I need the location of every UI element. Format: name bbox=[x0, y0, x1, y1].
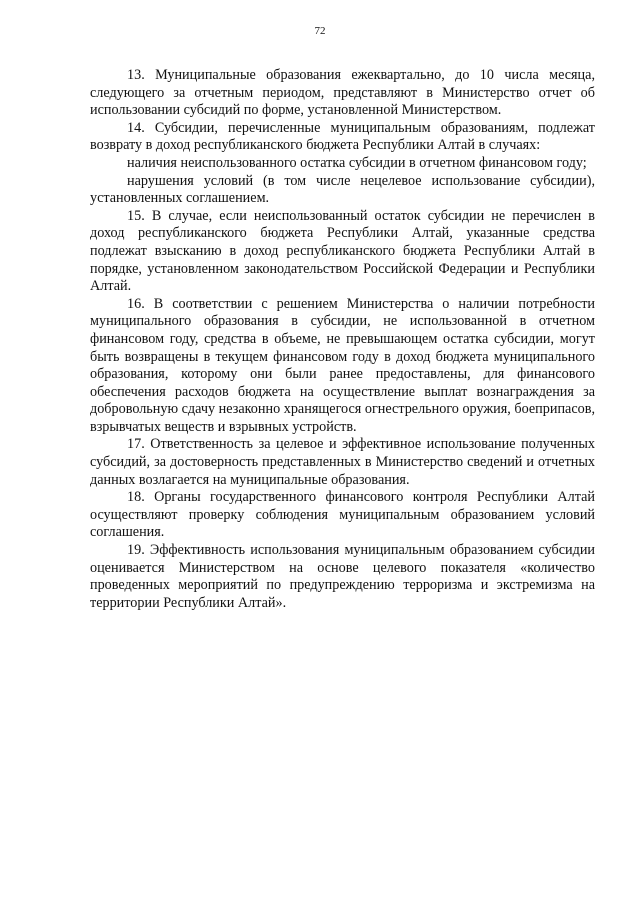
paragraph-14: 14. Субсидии, перечисленные муниципальным образованиям, подлежат возврату в доход республиканского бюджета Республики Алтай в случаях: bbox=[90, 119, 595, 154]
paragraph-14-case-2: нарушения условий (в том числе нецелевое использование субсидии), установленных соглашением. bbox=[90, 172, 595, 207]
paragraph-17: 17. Ответственность за целевое и эффективное использование полученных субсидий, за достоверность представленных в Министерство сведений и отчетных данных возлагается на муниципальные образования. bbox=[90, 436, 595, 488]
paragraph-18: 18. Органы государственного финансового контроля Республики Алтай осуществляют проверку соблюдения муниципальным образованием условий соглашения. bbox=[90, 489, 595, 541]
paragraph-16: 16. В соответствии с решением Министерства о наличии потребности муниципального образования в субсидии, не использованной в отчетном финансовом году, средства в объеме, не превышающем остатка субсидии, могут быть возвращены в текущем финансовом году в доход бюджета муниципального образования, которому они были ранее предоставлены, для финансового обеспечения расходов бюджета на осуществление выплат вознаграждения за добровольную сдачу незаконно хранящегося огнестрельного оружия, боеприпасов, взрывчатых веществ и взрывных устройств. bbox=[90, 295, 595, 435]
paragraph-13: 13. Муниципальные образования ежеквартально, до 10 числа месяца, следующего за отчетным периодом, представляют в Министерство отчет об использовании субсидий по форме, установленной Министерством. bbox=[90, 67, 595, 119]
paragraph-19: 19. Эффективность использования муниципальным образованием субсидии оценивается Министерством на основе целевого показателя «количество проведенных мероприятий по предупреждению терроризма и экстремизма на территории Республики Алтай». bbox=[90, 542, 595, 611]
document-body bbox=[90, 67, 595, 612]
page-number: 72 bbox=[314, 25, 326, 37]
paragraph-14-case-1: наличия неиспользованного остатка субсидии в отчетном финансовом году; bbox=[127, 154, 587, 171]
paragraph-15: 15. В случае, если неиспользованный остаток субсидии не перечислен в доход республиканского бюджета Республики Алтай, указанные средства подлежат взысканию в доход республиканского бюджета Республики Алтай в порядке, установленном законодательством Российской Федерации и Республики Алтай. bbox=[90, 207, 595, 295]
